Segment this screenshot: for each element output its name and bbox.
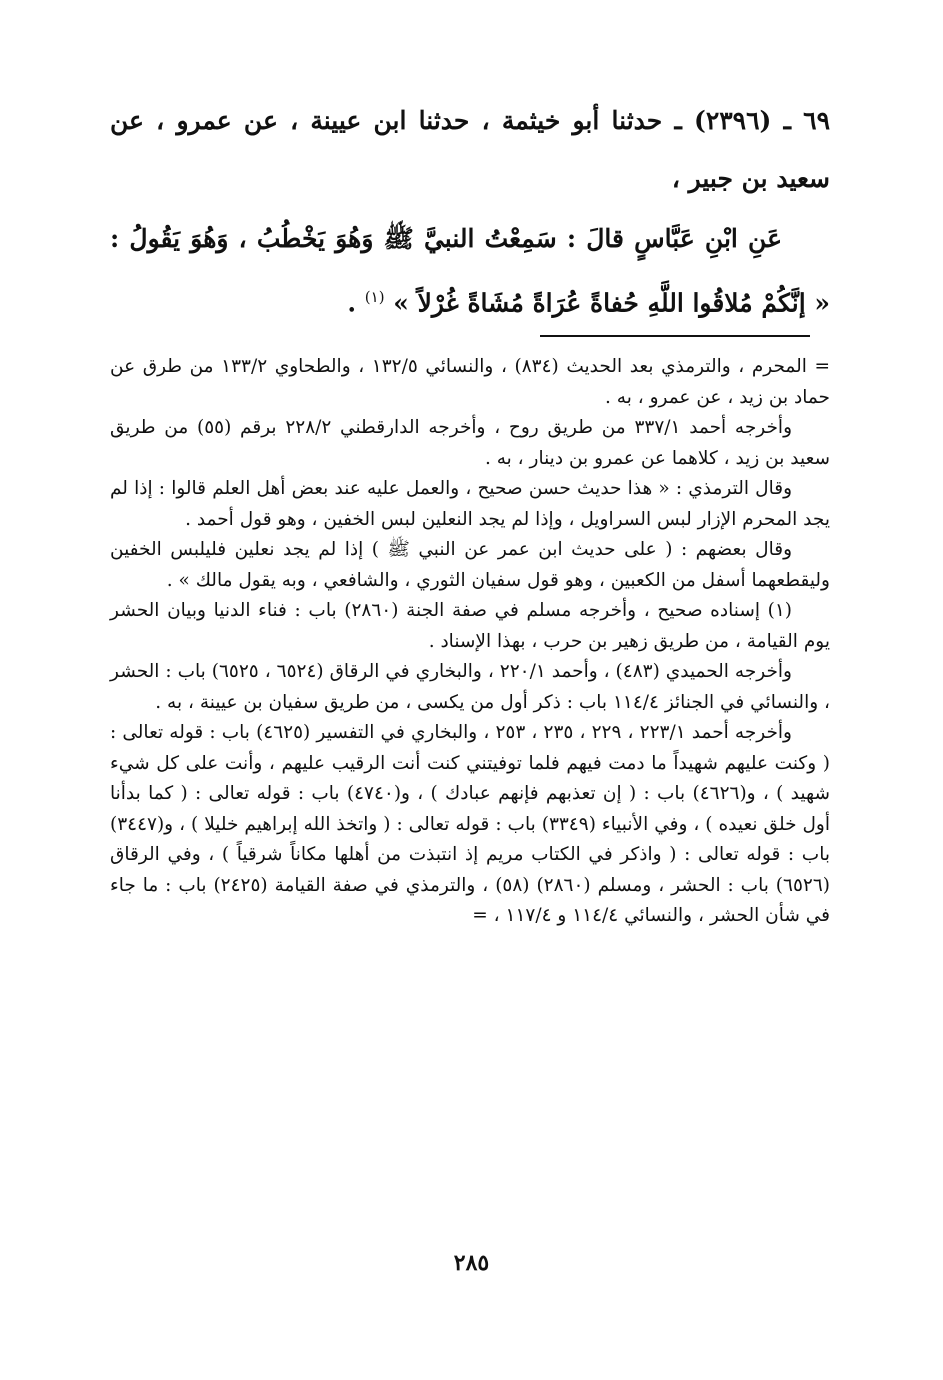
hadith-matn [110, 210, 830, 332]
footnote-paragraph: وأخرجه الحميدي (٤٨٣) ، وأحمد ٢٢٠/١ ، والبخاري في الرقاق (٦٥٢٤ ، ٦٥٢٥) باب : الحشر ، والنسائي في الجنائز ١١٤/٤ باب : ذكر أول من يكسى ، من طريق سفيان بن عيينة ، به . [110, 661, 830, 713]
footnote-paragraph: وأخرجه أحمد ٢٢٣/١ ، ٢٢٩ ، ٢٣٥ ، ٢٥٣ ، والبخاري في التفسير (٤٦٢٥) باب : قوله تعالى : ( وكنت عليهم شهيداً ما دمت فيهم فلما توفيتني كنت أنت الرقيب عليهم ، وأنت على كل شيء شهيد ) ، و(٤٦٢٦) باب : ( إن تعذبهم فإنهم عبادك ) ، و(٤٧٤٠) باب : قوله تعالى : ( كما بدأنا أول خلق نعيده ) ، وفي الأنبياء (٣٣٤٩) باب : قوله تعالى : ( واتخذ الله إبراهيم خليلا ) ، و(٣٤٤٧) باب : قوله تعالى : ( واذكر في الكتاب مريم إذ انتبذت من أهلها مكاناً شرقياً ) ، وفي الرقاق (٦٥٢٦) باب : الحشر ، ومسلم (٢٨٦٠) (٥٨) ، والترمذي في صفة القيامة (٢٤٢٥) باب : ما جاء في شأن الحشر ، والنسائي ١١٤/٤ و ١١٧/٤ ، = [110, 722, 830, 926]
footnote-paragraph: وأخرجه أحمد ٣٣٧/١ من طريق روح ، وأخرجه الدارقطني ٢٢٨/٢ برقم (٥٥) من طريق سعيد بن زيد ، كلاهما عن عمرو بن دينار ، به . [110, 417, 830, 469]
footnote-paragraph: = المحرم ، والترمذي بعد الحديث (٨٣٤) ، والنسائي ١٣٢/٥ ، والطحاوي ١٣٣/٢ من طرق عن حماد بن زيد ، عن عمرو ، به . [110, 356, 830, 408]
hadith-isnad [110, 92, 830, 208]
matn-intro: عَنِ ابْنِ عَبَّاسٍ قالَ : سَمِعْتُ النبيَّ ﷺ وَهُوَ يَخْطُبُ ، وَهُوَ يَقُولُ : [110, 224, 782, 253]
footnote-paragraph: وقال الترمذي : « هذا حديث حسن صحيح ، والعمل عليه عند بعض أهل العلم قالوا : إذا لم يجد المحرم الإزار لبس السراويل ، وإذا لم يجد النعلين لبس الخفين ، وهو قول أحمد . [110, 478, 830, 530]
footnote-paragraph: وقال بعضهم : ( على حديث ابن عمر عن النبي ﷺ ) إذا لم يجد نعلين فليلبس الخفين وليقطعهما أسفل من الكعبين ، وهو قول سفيان الثوري ، والشافعي ، وبه يقول مالك » . [110, 539, 830, 591]
footnote-marker: (١) [364, 288, 385, 306]
matn-quote: « إنَّكُمْ مُلاقُوا اللَّهِ حُفاةً عُرَاةً مُشَاةً غُرْلاً » [393, 288, 830, 318]
footnotes-section [110, 352, 830, 932]
page-number: ٢٨٥ [453, 1250, 490, 1276]
footnote-paragraph: (١) إسناده صحيح ، وأخرجه مسلم في صفة الجنة (٢٨٦٠) باب : فناء الدنيا وبيان الحشر يوم القيامة ، من طريق زهير بن حرب ، بهذا الإسناد . [110, 600, 830, 652]
hadith-isnad-text: ٦٩ ـ (٢٣٩٦) ـ حدثنا أبو خيثمة ، حدثنا ابن عيينة ، عن عمرو ، عن سعيد بن جبير ، [110, 106, 830, 193]
matn-end: . [347, 288, 357, 318]
footnote-separator [540, 335, 810, 337]
